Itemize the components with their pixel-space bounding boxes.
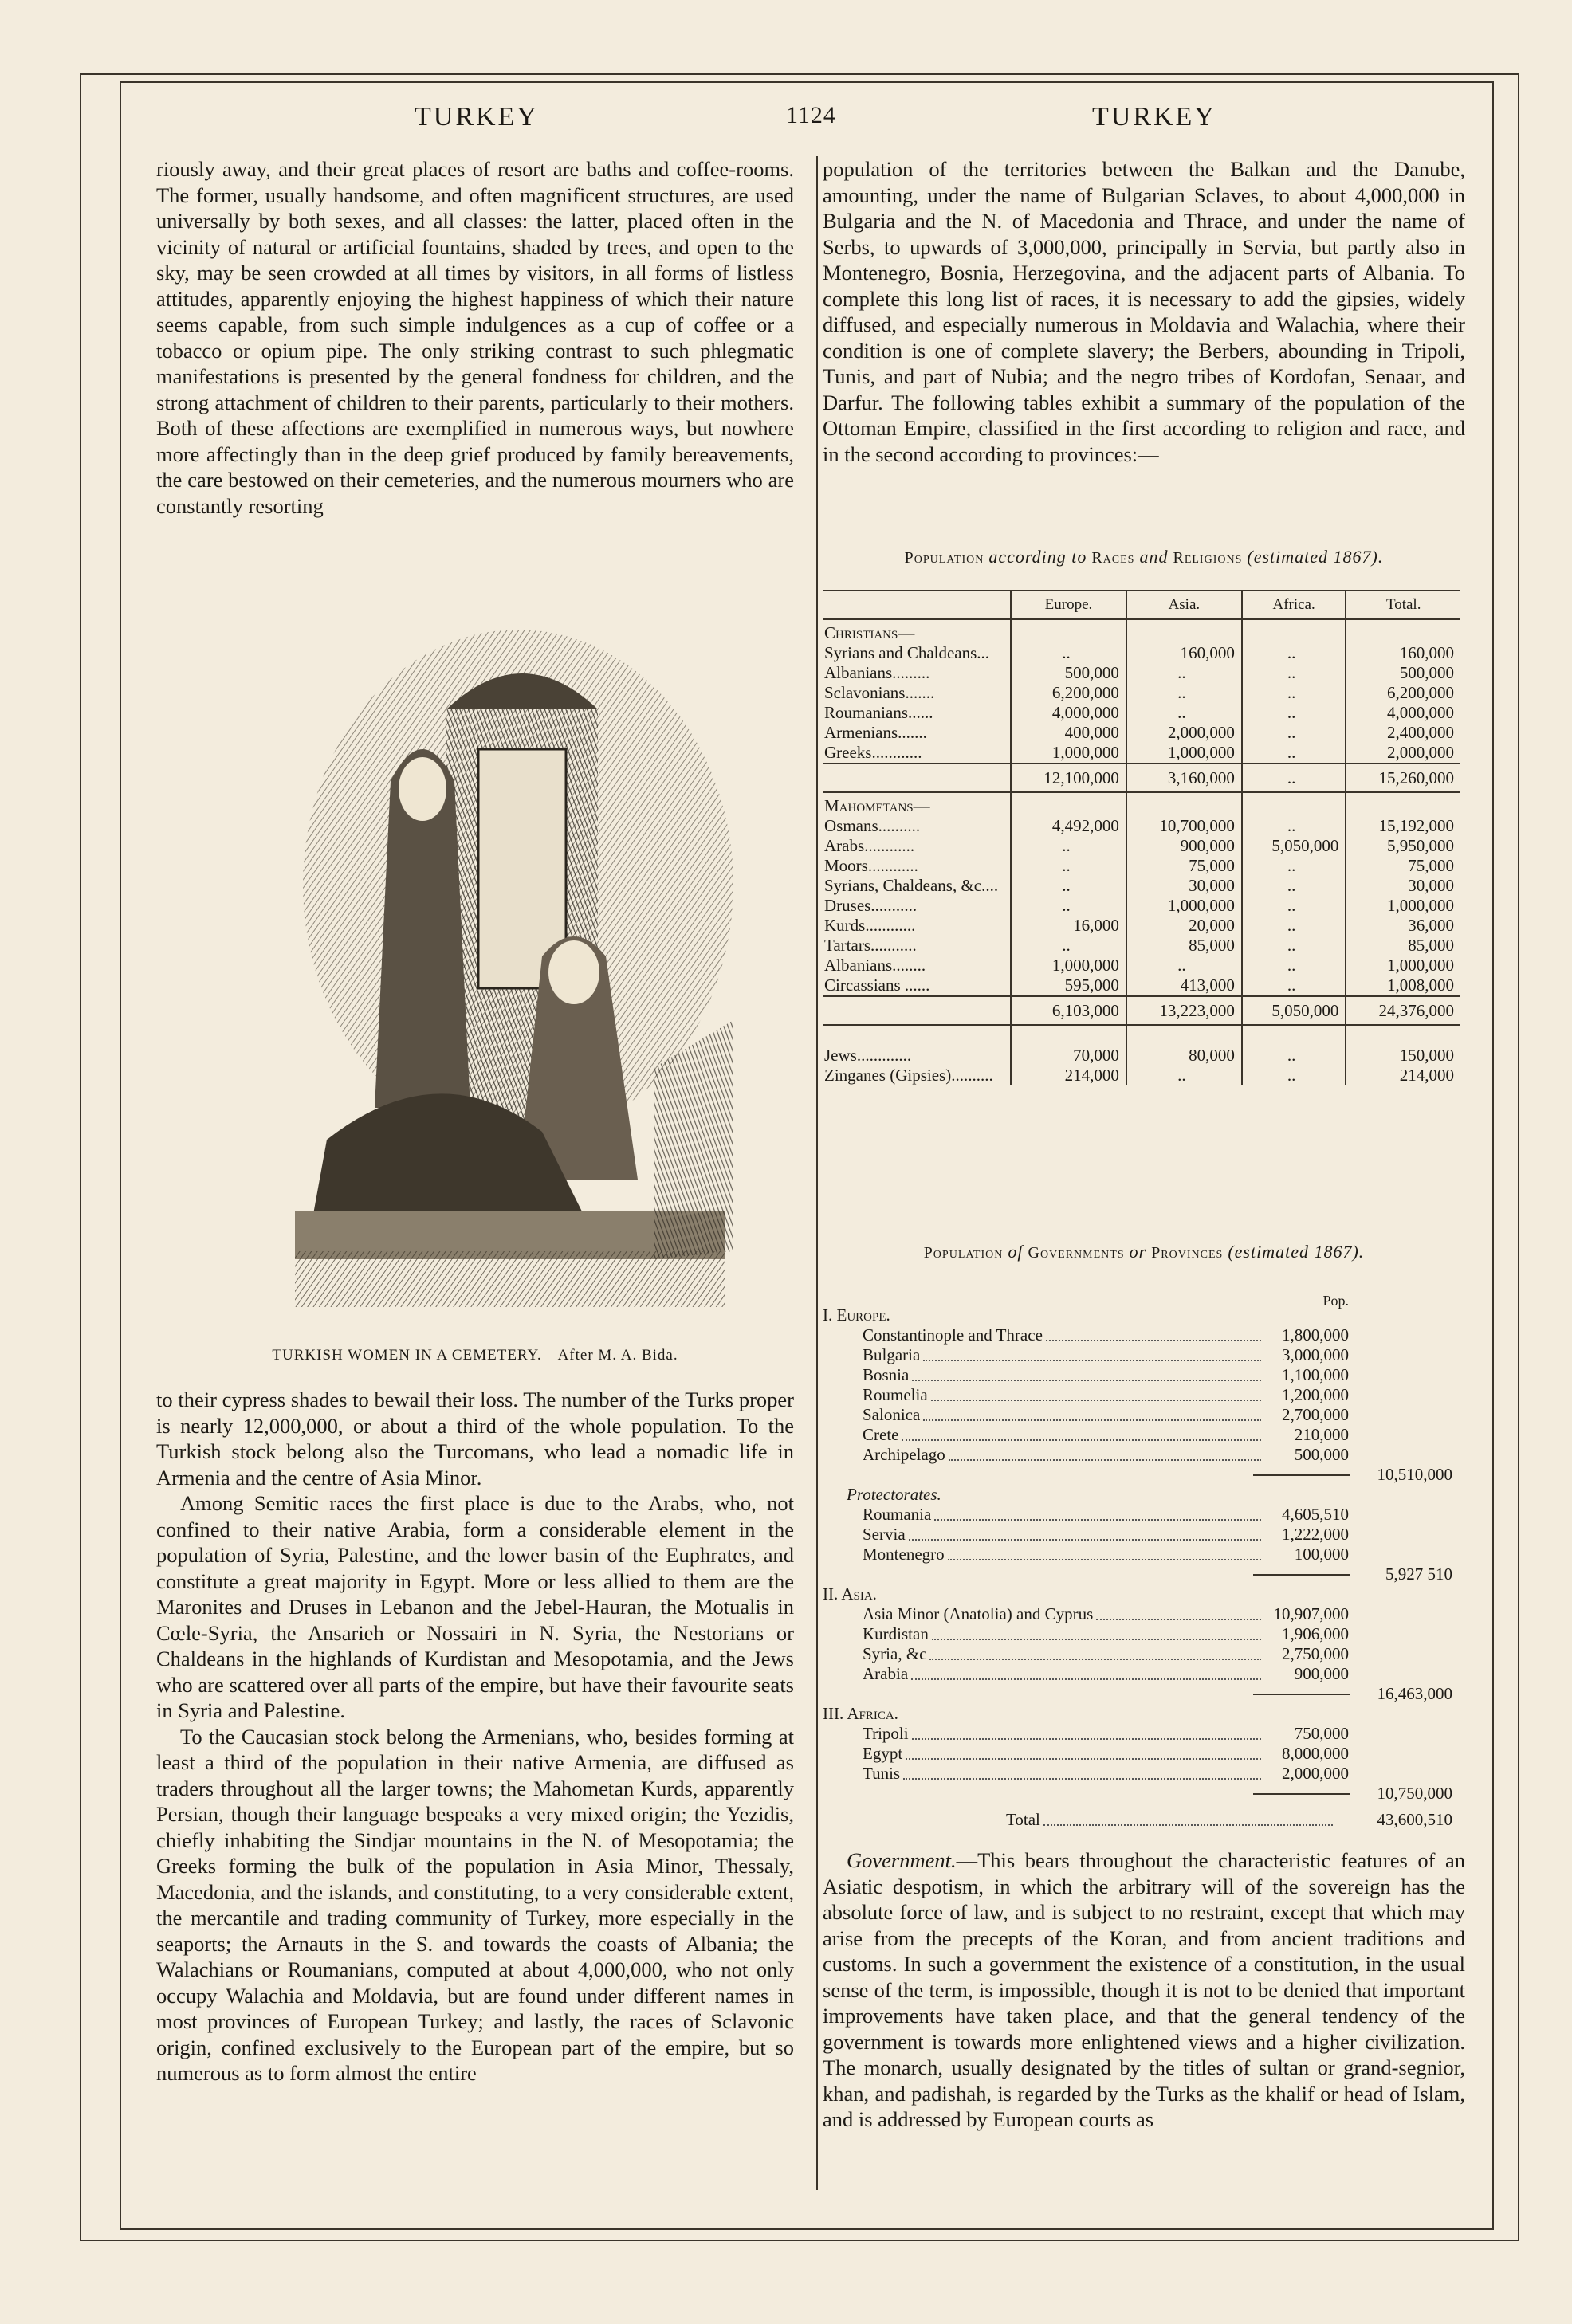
subtotal-value: 10,750,000 xyxy=(1377,1784,1452,1803)
paragraph: to their cypress shades to bewail their loss. The number of the Turks proper is nearly 12,000,000, or about a third of the whole population. To the Turkish stock belong also the Turcomans, who lead a nomadic life in Armenia and the centre of Asia Minor. xyxy=(156,1388,794,1490)
table-row xyxy=(823,663,1460,683)
table1-caption: Population according to Races and Religions (estimated 1867). xyxy=(904,547,1384,567)
value-cell: 75,000 xyxy=(1126,856,1242,876)
province-row xyxy=(823,1724,1460,1744)
value-cell: .. xyxy=(1011,896,1126,916)
table-row xyxy=(823,936,1460,956)
col-header: Europe. xyxy=(1011,591,1126,619)
value-cell: 1,000,000 xyxy=(1011,743,1126,764)
table-row xyxy=(823,703,1460,723)
value-cell: 85,000 xyxy=(1346,936,1460,956)
section-row xyxy=(823,1704,1460,1724)
row-label: Druses........... xyxy=(824,896,918,915)
province-pop: 210,000 xyxy=(1294,1425,1349,1444)
grand-total-label: Total xyxy=(1006,1810,1040,1829)
table-row xyxy=(823,856,1460,876)
row-label: Kurds............ xyxy=(824,916,916,935)
table-row xyxy=(823,816,1460,836)
value-cell: 5,950,000 xyxy=(1346,836,1460,856)
value-cell: 70,000 xyxy=(1011,1046,1126,1066)
value-cell: .. xyxy=(1011,643,1126,663)
table-row xyxy=(823,896,1460,916)
province-row xyxy=(823,1325,1460,1345)
sum-row xyxy=(823,764,1460,792)
sum-cell: 3,160,000 xyxy=(1126,764,1242,792)
province-pop: 8,000,000 xyxy=(1282,1744,1349,1763)
value-cell: 1,008,000 xyxy=(1346,976,1460,996)
empty-cell xyxy=(823,1025,1011,1046)
leader-dots xyxy=(948,1559,1261,1560)
value-cell: .. xyxy=(1126,663,1242,683)
province-name: Bosnia xyxy=(863,1365,910,1384)
value-cell: .. xyxy=(1242,976,1346,996)
leader-dots xyxy=(1043,1824,1333,1826)
row-label: Moors............ xyxy=(824,856,918,875)
leader-dots xyxy=(923,1419,1261,1421)
province-pop: 1,200,000 xyxy=(1282,1385,1349,1404)
table-row xyxy=(823,876,1460,896)
province-row xyxy=(823,1644,1460,1664)
province-row xyxy=(823,1764,1460,1784)
grand-total-row xyxy=(823,1810,1460,1830)
empty-cell xyxy=(1126,1025,1242,1046)
value-cell: 4,000,000 xyxy=(1346,703,1460,723)
table-row xyxy=(823,916,1460,936)
province-name: Egypt xyxy=(863,1744,903,1763)
value-cell: 30,000 xyxy=(1346,876,1460,896)
running-head-right: TURKEY xyxy=(1092,102,1216,132)
value-cell: 16,000 xyxy=(1011,916,1126,936)
province-name: Bulgaria xyxy=(863,1345,921,1364)
subtotal-row xyxy=(823,1465,1460,1485)
province-row xyxy=(823,1525,1460,1545)
value-cell: .. xyxy=(1242,1066,1346,1085)
province-name: Tripoli xyxy=(863,1724,909,1743)
page-number: 1124 xyxy=(786,102,836,128)
province-name: Montenegro xyxy=(863,1545,945,1564)
sum-cell: 15,260,000 xyxy=(1346,764,1460,792)
value-cell: 160,000 xyxy=(1126,643,1242,663)
subtotal-row xyxy=(823,1684,1460,1704)
section-row xyxy=(823,1485,1460,1505)
col-header: Africa. xyxy=(1242,591,1346,619)
empty-cell xyxy=(1126,619,1242,643)
empty-cell xyxy=(1011,619,1126,643)
sum-cell: 13,223,000 xyxy=(1126,996,1242,1025)
province-name: Arabia xyxy=(863,1664,909,1683)
province-pop: 10,907,000 xyxy=(1273,1604,1349,1623)
row-label: Jews............. xyxy=(824,1046,912,1065)
empty-cell xyxy=(1346,1025,1460,1046)
value-cell: .. xyxy=(1126,1066,1242,1085)
empty-cell xyxy=(823,764,1011,792)
left-column-bottom xyxy=(156,1387,794,2086)
province-pop: 1,222,000 xyxy=(1282,1525,1349,1544)
col-header: Total. xyxy=(1346,591,1460,619)
value-cell: 1,000,000 xyxy=(1126,896,1242,916)
value-cell: 500,000 xyxy=(1011,663,1126,683)
leader-dots xyxy=(903,1778,1261,1780)
group-title: Christians— xyxy=(824,623,915,642)
leader-dots xyxy=(932,1639,1261,1640)
section-row xyxy=(823,1305,1460,1325)
right-column-bottom xyxy=(823,1847,1465,2133)
leader-dots xyxy=(929,1659,1261,1660)
table-row xyxy=(823,723,1460,743)
paragraph: —This bears throughout the characteristic features of an Asiatic despotism, in which the arbitrary will of the sovereign has the absolute force of law, and is subject to no restraint, except that which may arise from the precepts of the Koran, and from ancient traditions and customs. In such a government the existence of a constitution, in the usual sense of the term, is impossible, though it is not to be denied that important improvements have taken place, and that the general tendency of the government is towards more enlightened views and a higher civilization. The monarch, usually designated by the titles of sultan or grand-segnior, khan, and padishah, is regarded by the Turks as the khalif or head of Islam, and is addressed by European courts as xyxy=(823,1848,1465,2131)
value-cell: .. xyxy=(1242,956,1346,976)
section-title: Protectorates. xyxy=(847,1485,941,1504)
table2-caption: Population of Governments or Provinces (estimated 1867). xyxy=(923,1242,1365,1262)
paragraph: Among Semitic races the first place is due to the Arabs, who, not confined to their native Arabia, form a considerable element in the population of Syria, Palestine, and the lower basin of the Euphrates, and constitute a great majority in Egypt. More or less allied to them are the Maronites and Druses in Lebanon and the Jebel-Hauran, the Motualis in Cœle-Syria, the Ansarieh or Nossairi in N. Syria, the Nestorians or Chaldeans in the highlands of Kurdistan and Mesopotamia, and the Jews who are scattered over all parts of the empire, but have their favourite seats in Syria and Palestine. xyxy=(156,1491,794,1722)
leader-dots xyxy=(912,1738,1261,1740)
province-pop: 1,100,000 xyxy=(1282,1365,1349,1384)
value-cell: 4,492,000 xyxy=(1011,816,1126,836)
province-name: Archipelago xyxy=(863,1445,945,1464)
value-cell: 85,000 xyxy=(1126,936,1242,956)
province-name: Syria, &c xyxy=(863,1644,927,1663)
value-cell: 413,000 xyxy=(1126,976,1242,996)
value-cell: 214,000 xyxy=(1011,1066,1126,1085)
section-heading: Government. xyxy=(847,1848,957,1872)
value-cell: .. xyxy=(1242,876,1346,896)
leader-dots xyxy=(906,1758,1261,1760)
running-head-left: TURKEY xyxy=(415,102,539,132)
group-title-row xyxy=(823,619,1460,643)
value-cell: 75,000 xyxy=(1346,856,1460,876)
province-row xyxy=(823,1425,1460,1445)
row-label: Tartars........... xyxy=(824,936,917,955)
value-cell: 1,000,000 xyxy=(1346,956,1460,976)
province-row xyxy=(823,1744,1460,1764)
right-column-top xyxy=(823,156,1465,467)
row-label: Armenians....... xyxy=(824,723,927,742)
province-row xyxy=(823,1604,1460,1624)
value-cell: 15,192,000 xyxy=(1346,816,1460,836)
left-column-top xyxy=(156,156,794,519)
province-row xyxy=(823,1664,1460,1684)
row-label: Roumanians...... xyxy=(824,703,933,722)
empty-cell xyxy=(1242,619,1346,643)
value-cell: 214,000 xyxy=(1346,1066,1460,1085)
table-row xyxy=(823,956,1460,976)
leader-dots xyxy=(949,1459,1261,1461)
section-title: I. Europe. xyxy=(823,1305,890,1325)
province-pop: 4,605,510 xyxy=(1282,1505,1349,1524)
value-cell: 1,000,000 xyxy=(1346,896,1460,916)
figure-caption: TURKISH WOMEN IN A CEMETERY.—After M. A. Bida. xyxy=(272,1347,678,1364)
value-cell: .. xyxy=(1011,876,1126,896)
value-cell: 900,000 xyxy=(1126,836,1242,856)
subtotal-value: 16,463,000 xyxy=(1377,1684,1452,1703)
province-name: Constantinople and Thrace xyxy=(863,1325,1043,1345)
value-cell: 80,000 xyxy=(1126,1046,1242,1066)
province-name: Servia xyxy=(863,1525,906,1544)
row-label: Syrians and Chaldeans... xyxy=(824,643,990,662)
leader-dots xyxy=(902,1439,1261,1441)
province-row xyxy=(823,1505,1460,1525)
value-cell: .. xyxy=(1242,816,1346,836)
province-pop: 3,000,000 xyxy=(1282,1345,1349,1364)
value-cell: 500,000 xyxy=(1346,663,1460,683)
spacer-row xyxy=(823,1025,1460,1046)
province-row xyxy=(823,1545,1460,1564)
province-row xyxy=(823,1445,1460,1465)
table-row xyxy=(823,836,1460,856)
row-label: Albanians........ xyxy=(824,956,926,975)
table-row xyxy=(823,683,1460,703)
value-cell: .. xyxy=(1242,683,1346,703)
population-by-province-table xyxy=(823,1291,1460,1830)
row-label: Albanians......... xyxy=(824,663,930,682)
empty-cell xyxy=(1346,619,1460,643)
empty-cell xyxy=(1242,1025,1346,1046)
subtotal-row xyxy=(823,1564,1460,1584)
value-cell: 2,400,000 xyxy=(1346,723,1460,743)
province-row xyxy=(823,1345,1460,1365)
value-cell: 160,000 xyxy=(1346,643,1460,663)
value-cell: 400,000 xyxy=(1011,723,1126,743)
province-name: Asia Minor (Anatolia) and Cyprus xyxy=(863,1604,1094,1623)
province-pop: 750,000 xyxy=(1294,1724,1349,1743)
value-cell: 5,050,000 xyxy=(1242,836,1346,856)
empty-cell xyxy=(1011,1025,1126,1046)
paragraph: riously away, and their great places of resort are baths and coffee-rooms. The former, usually handsome, and often magnificent structures, are used universally by both sexes, and all classes: the latter, placed often in the vicinity of natural or artificial fountains, shaded by trees, and open to the sky, may be seen crowded at all times by visitors, in all forms of listless attitudes, apparently enjoying the highest happiness of which their nature seems capable, from such simple indulgences as a cup of coffee or a tobacco or opium pipe. The only striking contrast to such phlegmatic manifestations is presented by the general fondness for children, and the strong attachment of children to their parents, particularly to their mothers. Both of these affections are exemplified in numerous ways, but nowhere more affectingly than in the deep grief produced by family bereavements, the care bestowed on their cemeteries, and the numerous mourners who are constantly resorting xyxy=(156,157,794,518)
province-name: Roumelia xyxy=(863,1385,928,1404)
province-name: Kurdistan xyxy=(863,1624,929,1643)
value-cell: .. xyxy=(1242,936,1346,956)
value-cell: .. xyxy=(1242,723,1346,743)
value-cell: 595,000 xyxy=(1011,976,1126,996)
value-cell: 36,000 xyxy=(1346,916,1460,936)
section-row xyxy=(823,1584,1460,1604)
row-label: Arabs............ xyxy=(824,836,915,855)
province-row xyxy=(823,1405,1460,1425)
population-by-race-table xyxy=(823,590,1460,1085)
province-row xyxy=(823,1624,1460,1644)
subtotal-row xyxy=(823,1784,1460,1804)
pop-header-row xyxy=(823,1291,1460,1309)
table-row xyxy=(823,1066,1460,1085)
province-name: Tunis xyxy=(863,1764,901,1783)
empty-cell xyxy=(1011,792,1126,816)
value-cell: 20,000 xyxy=(1126,916,1242,936)
sum-cell: .. xyxy=(1242,764,1346,792)
value-cell: .. xyxy=(1011,836,1126,856)
table-row xyxy=(823,643,1460,663)
value-cell: .. xyxy=(1011,856,1126,876)
value-cell: 6,200,000 xyxy=(1011,683,1126,703)
sum-cell: 5,050,000 xyxy=(1242,996,1346,1025)
row-label: Greeks............ xyxy=(824,743,922,762)
value-cell: 2,000,000 xyxy=(1346,743,1460,764)
leader-dots xyxy=(912,1380,1261,1381)
table-row xyxy=(823,743,1460,764)
sum-cell: 12,100,000 xyxy=(1011,764,1126,792)
empty-cell xyxy=(1346,792,1460,816)
value-cell: 1,000,000 xyxy=(1011,956,1126,976)
province-pop: 100,000 xyxy=(1294,1545,1349,1564)
paragraph: To the Caucasian stock belong the Armenians, who, besides forming at least a third of the population in their native Armenia, are diffused as traders throughout all the larger towns; the Mahometan Kurds, apparently Persian, though their language bespeaks a very mixed origin; the Yezidis, chiefly inhabiting the Sindjar mountains in the N. of Mesopotamia; the Greeks forming the bulk of the population in Asia Minor, Thessaly, Macedonia, and the islands, and constituting, to a very considerable extent, the mercantile and trading community of Turkey, more especially in the seaports; the Arnauts in the S. and towards the coasts of Albania; the Walachians or Roumanians, computed at about 4,000,000, who not only occupy Walachia and Moldavia, but are found under different names in most provinces of European Turkey; and lastly, the races of Sclavonic origin, confined exclusively to the European part of the empire, but so numerous as to form almost the entire xyxy=(156,1724,794,2085)
pop-header: Pop. xyxy=(1322,1293,1349,1309)
row-label: Circassians ...... xyxy=(824,976,930,995)
province-row xyxy=(823,1385,1460,1405)
row-label: Zinganes (Gipsies).......... xyxy=(824,1066,993,1085)
empty-cell xyxy=(1126,792,1242,816)
value-cell: 1,000,000 xyxy=(1126,743,1242,764)
value-cell: .. xyxy=(1126,683,1242,703)
subtotal-value: 10,510,000 xyxy=(1377,1465,1452,1484)
province-pop: 500,000 xyxy=(1294,1445,1349,1464)
value-cell: .. xyxy=(1126,703,1242,723)
row-label: Osmans.......... xyxy=(824,816,921,835)
table-row xyxy=(823,1046,1460,1066)
col-header: Asia. xyxy=(1126,591,1242,619)
paragraph: population of the territories between the Balkan and the Danube, amounting, under the name of Bulgarian Sclaves, to about 4,000,000 in Bulgaria and the N. of Macedonia and Thrace, and under the name of Serbs, to upwards of 3,000,000, principally in Servia, but partly also in Montenegro, Bosnia, Herzegovina, and the adjacent parts of Albania. To complete this long list of races, it is necessary to add the gipsies, widely diffused, and especially numerous in Moldavia and Walachia, where their condition is one of complete slavery; the Berbers, abounding in Tripoli, Tunis, and part of Nubia; and the negro tribes of Kordofan, Senaar, and Darfur. The following tables exhibit a summary of the population of the Ottoman Empire, classified in the first according to religion and race, and in the second according to provinces:— xyxy=(823,157,1465,466)
sum-cell: 6,103,000 xyxy=(1011,996,1126,1025)
section-title: II. Asia. xyxy=(823,1584,877,1604)
value-cell: .. xyxy=(1242,743,1346,764)
province-pop: 1,800,000 xyxy=(1282,1325,1349,1345)
province-pop: 2,750,000 xyxy=(1282,1644,1349,1663)
province-pop: 900,000 xyxy=(1294,1664,1349,1683)
subtotal-value: 5,927 510 xyxy=(1385,1564,1452,1584)
province-name: Crete xyxy=(863,1425,899,1444)
column-divider xyxy=(816,156,818,2190)
value-cell: .. xyxy=(1242,916,1346,936)
province-pop: 1,906,000 xyxy=(1282,1624,1349,1643)
value-cell: 30,000 xyxy=(1126,876,1242,896)
value-cell: 6,200,000 xyxy=(1346,683,1460,703)
value-cell: .. xyxy=(1126,956,1242,976)
empty-cell xyxy=(1242,792,1346,816)
value-cell: .. xyxy=(1242,663,1346,683)
group-title-row xyxy=(823,792,1460,816)
leader-dots xyxy=(909,1539,1261,1541)
value-cell: .. xyxy=(1242,643,1346,663)
value-cell: .. xyxy=(1242,856,1346,876)
province-row xyxy=(823,1365,1460,1385)
leader-dots xyxy=(923,1360,1261,1361)
value-cell: 150,000 xyxy=(1346,1046,1460,1066)
value-cell: .. xyxy=(1242,1046,1346,1066)
row-label: Sclavonians....... xyxy=(824,683,935,702)
empty-cell xyxy=(823,996,1011,1025)
value-cell: 4,000,000 xyxy=(1011,703,1126,723)
sum-row xyxy=(823,996,1460,1025)
cemetery-engraving xyxy=(279,622,741,1323)
leader-dots xyxy=(931,1400,1261,1401)
value-cell: 10,700,000 xyxy=(1126,816,1242,836)
value-cell: .. xyxy=(1242,896,1346,916)
leader-dots xyxy=(934,1519,1261,1521)
value-cell: .. xyxy=(1011,936,1126,956)
table-row xyxy=(823,976,1460,996)
province-name: Salonica xyxy=(863,1405,921,1424)
value-cell: .. xyxy=(1242,703,1346,723)
province-pop: 2,700,000 xyxy=(1282,1405,1349,1424)
grand-total-value: 43,600,510 xyxy=(1377,1810,1452,1829)
leader-dots xyxy=(911,1678,1261,1680)
value-cell: 2,000,000 xyxy=(1126,723,1242,743)
province-pop: 2,000,000 xyxy=(1282,1764,1349,1783)
sum-cell: 24,376,000 xyxy=(1346,996,1460,1025)
group-title: Mahometans— xyxy=(824,796,930,815)
section-title: III. Africa. xyxy=(823,1704,898,1723)
province-name: Roumania xyxy=(863,1505,932,1524)
row-label: Syrians, Chaldeans, &c.... xyxy=(824,876,999,895)
